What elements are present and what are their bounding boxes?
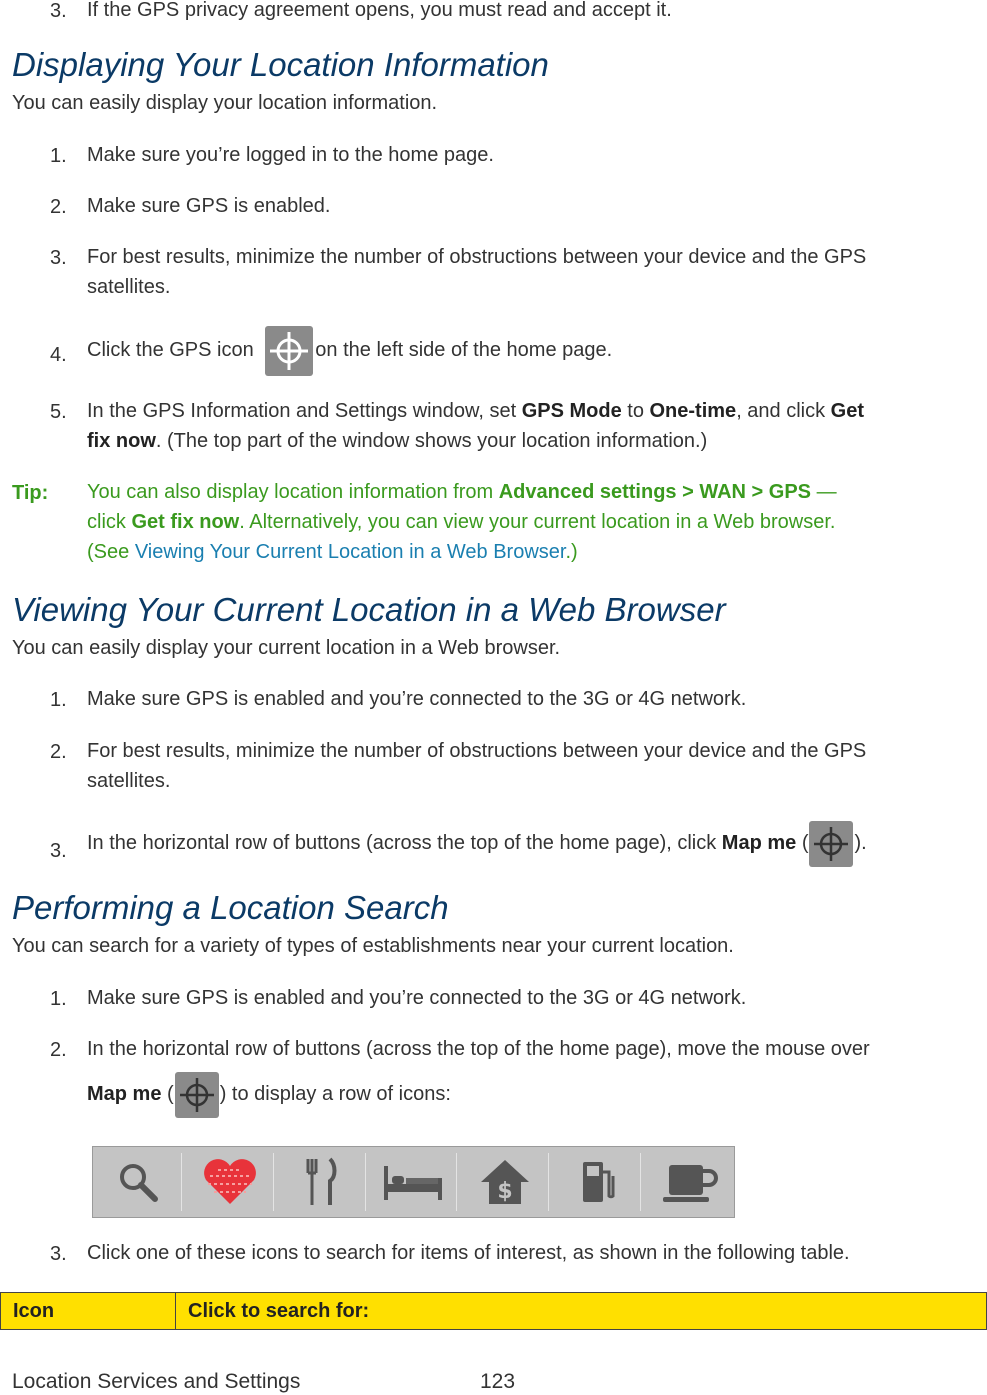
step-number: 3. <box>50 0 67 22</box>
text-run: ) to display a row of icons: <box>219 1083 451 1105</box>
bold-term: Get fix now <box>131 511 240 533</box>
table-header-icon: Icon <box>1 1293 176 1330</box>
step-text <box>87 396 982 456</box>
text-run: click <box>87 511 132 533</box>
text-run: to <box>621 400 650 422</box>
search-icon[interactable] <box>95 1153 182 1211</box>
section-heading-displaying-location: Displaying Your Location Information <box>12 46 549 83</box>
section-heading-location-search: Performing a Location Search <box>12 889 449 926</box>
step-number: 2. <box>50 196 67 218</box>
step-number: 1. <box>50 145 67 167</box>
step-number: 2. <box>50 1039 67 1061</box>
svg-text:$: $ <box>497 1179 513 1204</box>
text-run: In the horizontal row of buttons (across the top of the home page), click <box>87 832 722 854</box>
step-text-line: In the horizontal row of buttons (across the top of the home page), move the mouse over <box>87 1038 870 1060</box>
bold-term: fix now <box>87 430 156 452</box>
footer-section-title: Location Services and Settings <box>12 1370 301 1393</box>
bold-term: Map me <box>721 832 797 854</box>
step-text-line: satellites. <box>87 770 171 792</box>
bold-term: Map me <box>87 1083 162 1105</box>
text-run: ( <box>161 1083 174 1105</box>
footer-page-number: 123 <box>480 1370 516 1393</box>
step-text-before: Click the GPS icon <box>87 339 254 361</box>
step-text: Make sure GPS is enabled and you’re connected to the 3G or 4G network. <box>87 987 747 1009</box>
step-text: Make sure GPS is enabled. <box>87 195 331 217</box>
step-text <box>87 1034 982 1118</box>
section-heading-viewing-location: Viewing Your Current Location in a Web Browser <box>12 591 726 628</box>
step-text: Make sure you’re logged in to the home page. <box>87 144 494 166</box>
step-text <box>87 736 982 796</box>
step-text: Click one of these icons to search for items of interest, as shown in the following table. <box>87 1242 850 1264</box>
section-intro: You can easily display your location information. <box>12 92 438 114</box>
step-text-line: For best results, minimize the number of obstructions between your device and the GPS <box>87 740 867 762</box>
text-run: — <box>811 481 837 503</box>
step-text-line: For best results, minimize the number of obstructions between your device and the GPS <box>87 246 867 268</box>
table-header-search-for: Click to search for: <box>176 1293 987 1330</box>
text-run: In the GPS Information and Settings window, set <box>87 400 522 422</box>
step-number: 3. <box>50 1243 67 1265</box>
step-text <box>87 818 982 868</box>
heart-icon[interactable] <box>187 1153 274 1211</box>
bed-icon[interactable] <box>370 1153 457 1211</box>
fork-knife-icon[interactable] <box>279 1153 366 1211</box>
tip-label-text: Tip: <box>12 482 49 504</box>
gas-pump-icon[interactable] <box>554 1153 641 1211</box>
step-number: 1. <box>50 689 67 711</box>
step-number: 2. <box>50 741 67 763</box>
table-header-row <box>1 1293 987 1330</box>
section-intro: You can search for a variety of types of establishments near your current location. <box>12 935 734 957</box>
bold-term: Advanced settings > WAN > GPS <box>498 481 812 503</box>
search-category-icon-bar <box>92 1146 735 1218</box>
text-run: . Alternatively, you can view your current location in a Web browser. <box>239 511 836 533</box>
step-text-after: on the left side of the home page. <box>315 339 613 361</box>
step-text: If the GPS privacy agreement opens, you must read and accept it. <box>87 0 672 21</box>
step-number: 5. <box>50 401 67 423</box>
step-text-line: satellites. <box>87 276 171 298</box>
text-run: You can also display location information from <box>87 481 499 503</box>
icon-search-table <box>0 1292 987 1330</box>
bold-term: One-time <box>649 400 737 422</box>
step-number: 4. <box>50 344 67 366</box>
tip-label <box>12 482 48 505</box>
step-text <box>87 242 982 302</box>
step-text: Make sure GPS is enabled and you’re connected to the 3G or 4G network. <box>87 688 747 710</box>
step-number: 3. <box>50 247 67 269</box>
bold-term: Get <box>830 400 865 422</box>
house-dollar-icon[interactable] <box>462 1153 549 1211</box>
map-me-icon <box>175 1072 219 1118</box>
cross-reference-link[interactable]: Viewing Your Current Location in a Web Browser <box>134 541 566 563</box>
step-number: 3. <box>50 840 67 862</box>
text-run: ( <box>796 832 809 854</box>
tip-text <box>87 477 982 567</box>
text-run: , and click <box>736 400 831 422</box>
text-run: ). <box>854 832 867 854</box>
gps-icon <box>265 326 313 376</box>
step-number: 1. <box>50 988 67 1010</box>
bold-term: GPS Mode <box>521 400 622 422</box>
map-me-icon <box>809 821 853 867</box>
text-run: (See <box>87 541 135 563</box>
coffee-cup-icon[interactable] <box>646 1153 732 1211</box>
step-text <box>87 324 982 376</box>
section-intro: You can easily display your current location in a Web browser. <box>12 637 561 659</box>
text-run: . (The top part of the window shows your location information.) <box>155 430 708 452</box>
text-run: .) <box>565 541 578 563</box>
